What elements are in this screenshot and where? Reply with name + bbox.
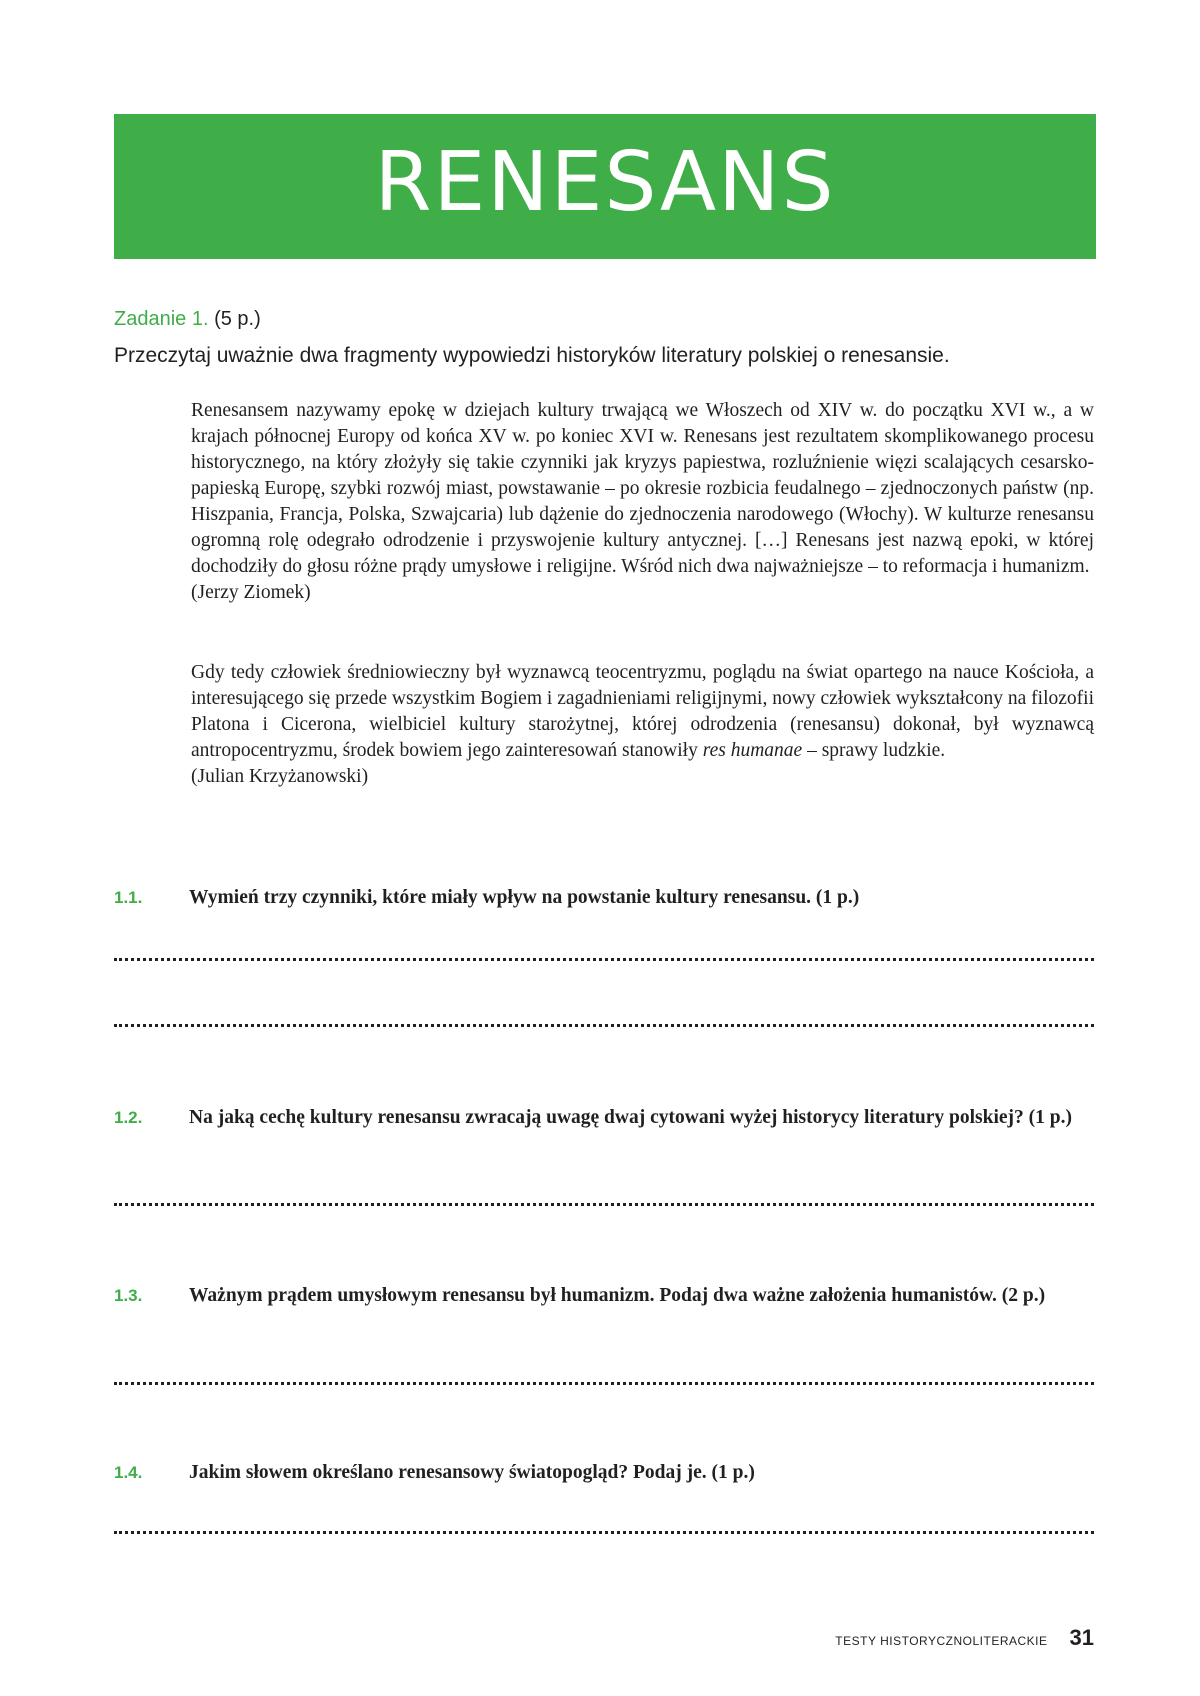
question-text: Jakim słowem określano renesansowy światopogląd? Podaj je. (1 p.) xyxy=(189,1462,755,1483)
question-number: 1.4. xyxy=(114,1463,143,1482)
quote-text-main: Gdy tedy człowiek średniowieczny był wyznawcą teocentryzmu, poglądu na świat opartego na nauce Kościoła, a interesującego się przede wszystkim Bogiem i zagadnieniami religijnymi, nowy człowiek wykształcony na filozofii Platona i Cicerona, wielbiciel kultury starożytnej, której odrodzenia (renesansu) dokonał, był wyznawcą antropocentryzmu, środek bowiem jego zainteresowań stanowiły xyxy=(191,662,1094,761)
question-1-4 xyxy=(114,1460,1096,1486)
footer-label: TESTY HISTORYCZNOLITERACKIE xyxy=(835,1634,1048,1648)
answer-line[interactable] xyxy=(114,1382,1094,1385)
quote-text xyxy=(191,660,1094,764)
task-label: Zadanie 1. xyxy=(114,308,209,330)
chapter-banner xyxy=(114,114,1096,259)
question-text: Na jaką cechę kultury renesansu zwracają uwagę dwaj cytowani wyżej historycy literatury polskiej? (1 p.) xyxy=(189,1107,1072,1128)
quote-krzyzanowski xyxy=(191,660,1094,790)
page-number: 31 xyxy=(1069,1625,1094,1650)
task-instruction: Przeczytaj uważnie dwa fragmenty wypowiedzi historyków literatury polskiej o renesansie. xyxy=(114,344,950,367)
question-number: 1.1. xyxy=(114,888,143,907)
question-number: 1.3. xyxy=(114,1286,143,1305)
answer-line[interactable] xyxy=(114,958,1094,961)
question-1-1 xyxy=(114,885,1096,911)
answer-line[interactable] xyxy=(114,1531,1094,1534)
question-text: Ważnym prądem umysłowym renesansu był humanizm. Podaj dwa ważne założenia humanistów. (2 p.) xyxy=(189,1285,1046,1306)
question-text: Wymień trzy czynniki, które miały wpływ na powstanie kultury renesansu. (1 p.) xyxy=(189,887,860,908)
question-1-3 xyxy=(114,1283,1096,1309)
quote-author: (Julian Krzyżanowski) xyxy=(191,766,369,787)
quote-author: (Jerzy Ziomek) xyxy=(191,582,311,603)
answer-line[interactable] xyxy=(114,1024,1094,1027)
page-footer xyxy=(835,1625,1094,1651)
question-1-2 xyxy=(114,1105,1096,1131)
quote-ziomek xyxy=(191,398,1094,606)
quote-text-italic: res humanae xyxy=(702,740,803,761)
quote-text: Renesansem nazywamy epokę w dziejach kultury trwającą we Włoszech od XIV w. do początku XVI w., a w krajach północnej Europy od końca XV w. po koniec XVI w. Renesans jest rezultatem skomplikowanego procesu historycznego, na który złożyły się takie czynniki jak kryzys papiestwa, rozluźnienie więzi scalających cesarsko-papieską Europę, szybki rozwój miast, powstawanie – po okresie rozbicia feudalnego – zjednoczonych państw (np. Hiszpania, Francja, Polska, Szwajcaria) lub dążenie do zjednoczenia narodowego (Włochy). W kulturze renesansu ogromną rolę odegrało odrodzenie i przyswojenie kultury antycznej. […] Renesans jest nazwą epoki, w której dochodziły do głosu różne prądy umysłowe i religijne. Wśród nich dwa najważniejsze – to reformacja i humanizm. xyxy=(191,400,1094,577)
quote-text-end: – sprawy ludzkie. xyxy=(802,740,946,761)
task-header xyxy=(114,305,261,333)
question-number: 1.2. xyxy=(114,1108,143,1127)
task-points: (5 p.) xyxy=(214,308,261,330)
chapter-title: RENESANS xyxy=(374,135,836,230)
answer-line[interactable] xyxy=(114,1203,1094,1206)
